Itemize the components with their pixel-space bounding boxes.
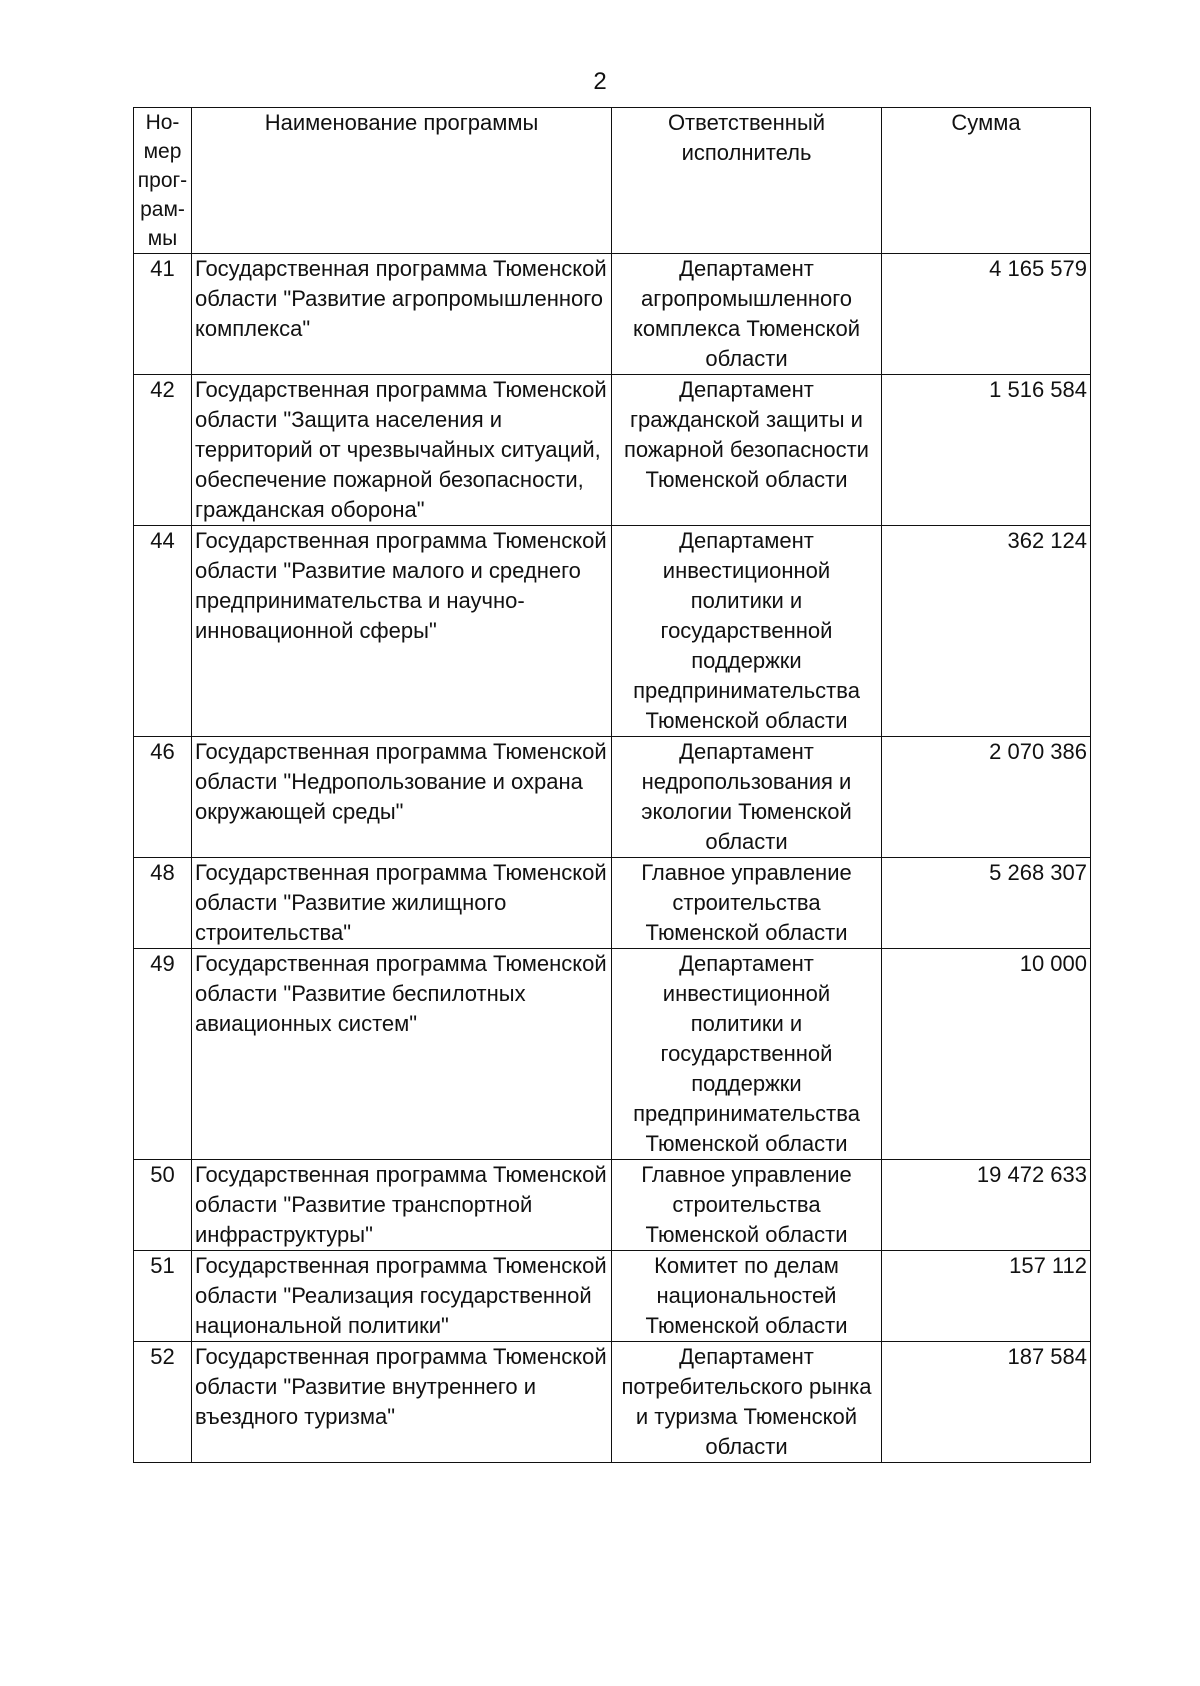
executor-cell: Департамент инвестиционной политики и государственной поддержки предпринимательства Тюменской области (612, 526, 882, 737)
sum-cell: 2 070 386 (882, 737, 1091, 858)
program-name-cell: Государственная программа Тюменской области "Развитие транспортной инфраструктуры" (192, 1160, 612, 1251)
header-program-name: Наименование программы (192, 108, 612, 254)
program-name-cell: Государственная программа Тюменской области "Развитие малого и среднего предпринимательства и научно-инновационной сферы" (192, 526, 612, 737)
program-name-cell: Государственная программа Тюменской области "Развитие жилищного строительства" (192, 858, 612, 949)
header-program-number (134, 108, 192, 254)
header-executor: Ответственный исполнитель (612, 108, 882, 254)
header-number-line: мер (143, 140, 182, 163)
executor-cell: Департамент инвестиционной политики и государственной поддержки предпринимательства Тюменской области (612, 949, 882, 1160)
table-row (134, 254, 1091, 375)
executor-cell: Департамент недропользования и экологии Тюменской области (612, 737, 882, 858)
sum-cell: 157 112 (882, 1251, 1091, 1342)
table-row (134, 737, 1091, 858)
program-number-cell: 42 (134, 375, 192, 526)
program-name-cell: Государственная программа Тюменской области "Защита населения и территорий от чрезвычайных ситуаций, обеспечение пожарной безопасности, гражданская оборона" (192, 375, 612, 526)
page-number: 2 (593, 68, 607, 95)
program-name-cell: Государственная программа Тюменской области "Реализация государственной национальной политики" (192, 1251, 612, 1342)
executor-cell: Департамент гражданской защиты и пожарной безопасности Тюменской области (612, 375, 882, 526)
table-row (134, 375, 1091, 526)
sum-cell: 187 584 (882, 1342, 1091, 1463)
program-number-cell: 44 (134, 526, 192, 737)
table-row (134, 949, 1091, 1160)
executor-cell: Комитет по делам национальностей Тюменской области (612, 1251, 882, 1342)
table-row (134, 1160, 1091, 1251)
program-number-cell: 51 (134, 1251, 192, 1342)
program-name-cell: Государственная программа Тюменской области "Развитие внутреннего и въездного туризма" (192, 1342, 612, 1463)
sum-cell: 1 516 584 (882, 375, 1091, 526)
table-header-row (134, 108, 1091, 254)
table-row (134, 526, 1091, 737)
table-body (134, 254, 1091, 1463)
program-number-cell: 49 (134, 949, 192, 1160)
program-number-cell: 46 (134, 737, 192, 858)
sum-cell: 19 472 633 (882, 1160, 1091, 1251)
program-number-cell: 41 (134, 254, 192, 375)
header-sum: Сумма (882, 108, 1091, 254)
sum-cell: 362 124 (882, 526, 1091, 737)
header-number-line: рам- (140, 198, 185, 221)
program-name-cell: Государственная программа Тюменской области "Развитие агропромышленного комплекса" (192, 254, 612, 375)
table-row (134, 1342, 1091, 1463)
program-name-cell: Государственная программа Тюменской области "Развитие беспилотных авиационных систем" (192, 949, 612, 1160)
sum-cell: 10 000 (882, 949, 1091, 1160)
header-number-line: мы (147, 227, 178, 250)
table-row (134, 858, 1091, 949)
sum-cell: 5 268 307 (882, 858, 1091, 949)
header-number-line: прог- (137, 169, 188, 192)
header-number-line: Но- (145, 111, 180, 134)
executor-cell: Главное управление строительства Тюменской области (612, 858, 882, 949)
executor-cell: Главное управление строительства Тюменской области (612, 1160, 882, 1251)
program-number-cell: 52 (134, 1342, 192, 1463)
executor-cell: Департамент агропромышленного комплекса Тюменской области (612, 254, 882, 375)
sum-cell: 4 165 579 (882, 254, 1091, 375)
program-number-cell: 48 (134, 858, 192, 949)
executor-cell: Департамент потребительского рынка и туризма Тюменской области (612, 1342, 882, 1463)
programs-table (133, 107, 1091, 1463)
program-name-cell: Государственная программа Тюменской области "Недропользование и охрана окружающей среды" (192, 737, 612, 858)
table-row (134, 1251, 1091, 1342)
program-number-cell: 50 (134, 1160, 192, 1251)
